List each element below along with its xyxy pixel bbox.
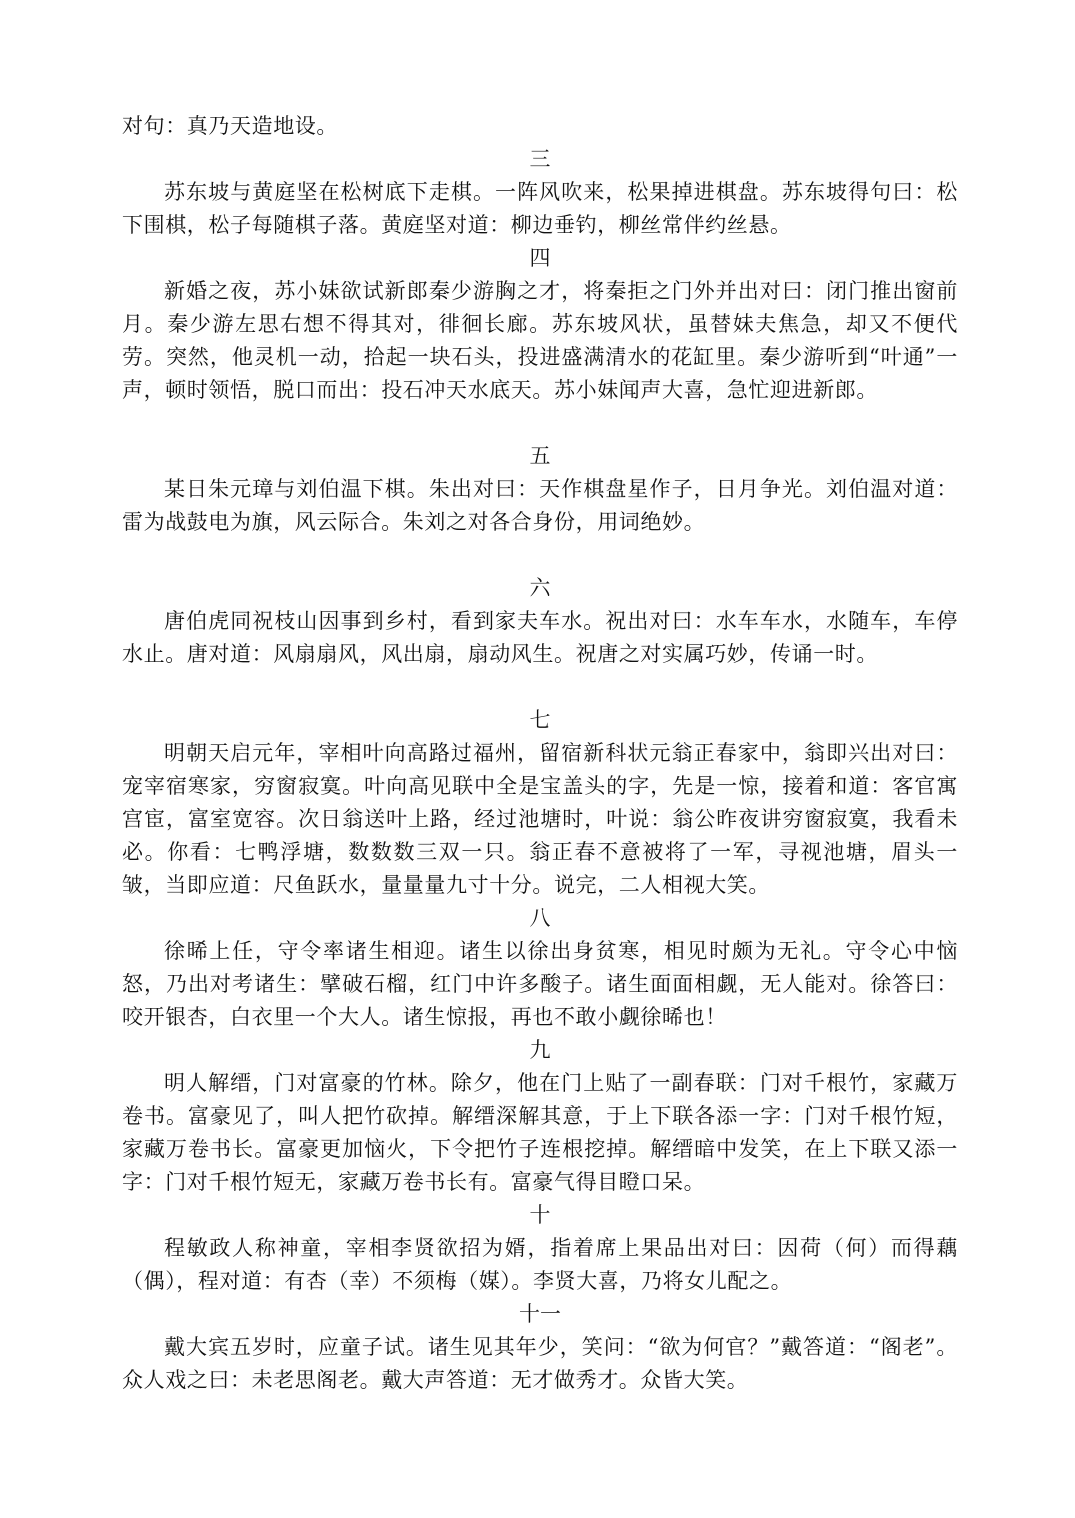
section-7-heading: 七 (529, 708, 551, 732)
document-body (122, 110, 958, 1397)
blank-line (122, 539, 958, 572)
section-3-paragraph: 苏东坡与黄庭坚在松树底下走棋。一阵风吹来，松果掉进棋盘。苏东坡得句曰：松下围棋，松子每随棋子落。黄庭坚对道：柳边垂钓，柳丝常伴约丝悬。 (122, 180, 958, 237)
section-3-heading: 三 (529, 147, 551, 171)
section-7-paragraph: 明朝天启元年，宰相叶向高路过福州，留宿新科状元翁正春家中，翁即兴出对曰：宠宰宿寒家，穷窗寂寞。叶向高见联中全是宝盖头的字，先是一惊，接着和道：客官寓宫宦，富室宽容。次日翁送叶上路，经过池塘时，叶说：翁公昨夜讲穷窗寂寞，我看未必。你看：七鸭浮塘，数数数三双一只。翁正春不意被将了一军，寻视池塘，眉头一皱，当即应道：尺鱼跃水，量量量九寸十分。说完，二人相视大笑。 (122, 741, 958, 897)
section-6-paragraph: 唐伯虎同祝枝山因事到乡村，看到家夫车水。祝出对曰：水车车水，水随车，车停水止。唐对道：风扇扇风，风出扇，扇动风生。祝唐之对实属巧妙，传诵一时。 (122, 609, 958, 666)
blank-line (122, 407, 958, 440)
section-5-paragraph: 某日朱元璋与刘伯温下棋。朱出对曰：天作棋盘星作子，日月争光。刘伯温对道：雷为战鼓电为旗，风云际合。朱刘之对各合身份，用词绝妙。 (122, 477, 958, 534)
section-8-paragraph: 徐晞上任，守令率诸生相迎。诸生以徐出身贫寒，相见时颇为无礼。守令心中恼怒，乃出对考诸生：擘破石榴，红门中许多酸子。诸生面面相觑，无人能对。徐答曰：咬开银杏，白衣里一个大人。诸生惊报，再也不敢小觑徐晞也！ (122, 939, 958, 1029)
section-9-heading: 九 (529, 1038, 551, 1062)
section-8-heading: 八 (529, 906, 551, 930)
intro-tail-paragraph: 对句：真乃天造地设。 (122, 114, 338, 138)
section-10-heading: 十 (529, 1203, 551, 1227)
section-5-heading: 五 (529, 444, 551, 468)
section-11-heading: 十一 (519, 1302, 561, 1326)
section-10-paragraph: 程敏政人称神童，宰相李贤欲招为婿，指着席上果品出对曰：因荷（何）而得藕（偶），程对道：有杏（幸）不须梅（媒）。李贤大喜，乃将女儿配之。 (122, 1236, 958, 1293)
section-11-paragraph: 戴大宾五岁时，应童子试。诸生见其年少，笑问：“欲为何官？”戴答道：“阁老”。众人戏之曰：未老思阁老。戴大声答道：无才做秀才。众皆大笑。 (122, 1335, 958, 1392)
section-4-heading: 四 (529, 246, 551, 270)
blank-line (122, 671, 958, 704)
section-4-paragraph: 新婚之夜，苏小妹欲试新郎秦少游胸之才，将秦拒之门外并出对曰：闭门推出窗前月。秦少游左思右想不得其对，徘徊长廊。苏东坡风状，虽替妹夫焦急，却又不便代劳。突然，他灵机一动，拾起一块石头，投进盛满清水的花缸里。秦少游听到“叶通”一声，顿时领悟，脱口而出：投石冲天水底天。苏小妹闻声大喜，急忙迎进新郎。 (122, 279, 958, 402)
section-6-heading: 六 (529, 576, 551, 600)
section-9-paragraph: 明人解缙，门对富豪的竹林。除夕，他在门上贴了一副春联：门对千根竹，家藏万卷书。富豪见了，叫人把竹砍掉。解缙深解其意，于上下联各添一字：门对千根竹短，家藏万卷书长。富豪更加恼火，下令把竹子连根挖掉。解缙暗中发笑，在上下联又添一字：门对千根竹短无，家藏万卷书长有。富豪气得目瞪口呆。 (122, 1071, 958, 1194)
